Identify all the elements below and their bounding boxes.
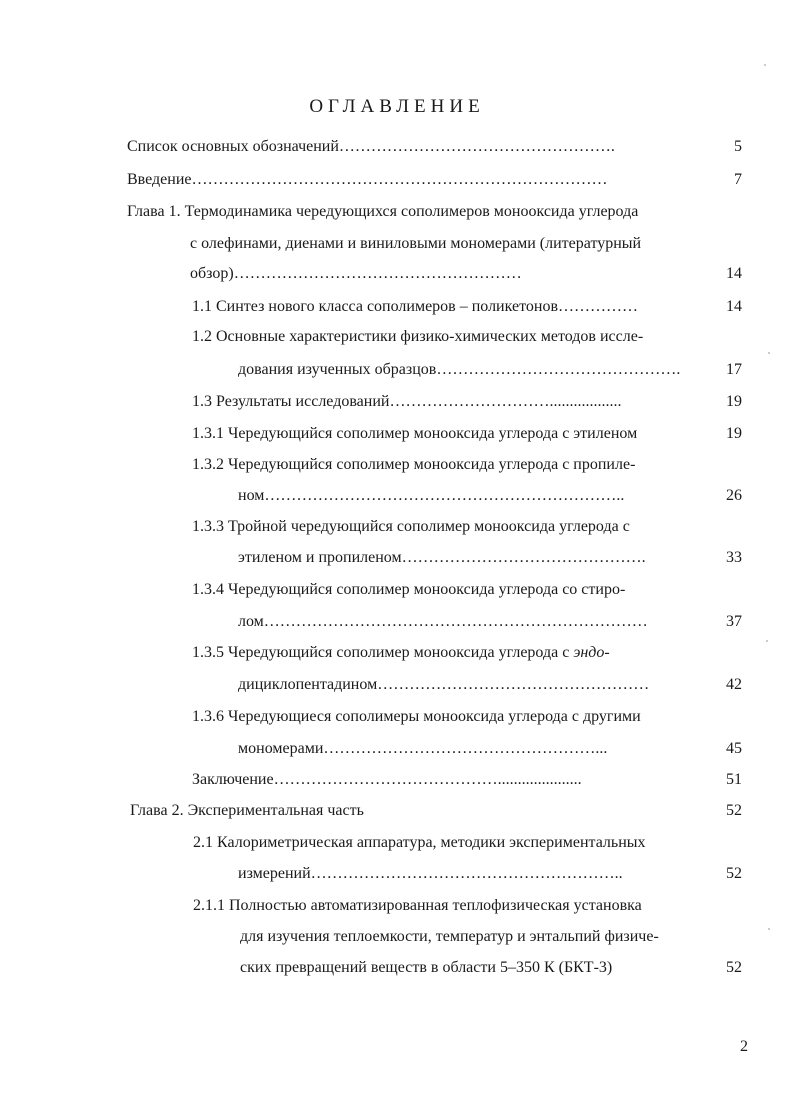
toc-entry-conclusion[interactable]: Заключение…………………………………….....................	[192, 771, 582, 788]
page-number: 2	[740, 1038, 748, 1055]
toc-entry-1-3-2-cont: ном…………………………………………………………..	[238, 487, 625, 504]
toc-page-number: 19	[726, 425, 742, 442]
toc-entry-1-3-5-text: 1.3.5 Чередующийся сополимер монооксида углерода с	[192, 644, 574, 661]
toc-page-number: 37	[726, 613, 742, 630]
scan-speck	[768, 352, 770, 354]
page-title: ОГЛАВЛЕНИЕ	[309, 96, 485, 117]
toc-entry-2-1-cont: измерений…………………………………………………..	[238, 865, 623, 882]
toc-page-number: 14	[726, 298, 742, 315]
toc-entry-1-1[interactable]: 1.1 Синтез нового класса сополимеров – поликетонов……………	[192, 298, 638, 315]
toc-page-number: 42	[726, 676, 742, 693]
toc-page-number: 52	[726, 802, 742, 819]
toc-entry-abbreviations[interactable]: Список основных обозначений…………………………………………….	[127, 138, 615, 155]
scan-speck	[766, 640, 768, 642]
toc-page-number: 14	[726, 265, 742, 282]
toc-page-number: 19	[726, 393, 742, 410]
toc-page-number: 33	[726, 549, 742, 566]
toc-entry-1-3-6[interactable]: 1.3.6 Чередующиеся сополимеры монооксида углерода с другими	[192, 708, 641, 725]
toc-entry-chapter-1-cont: с олефинами, диенами и виниловыми мономерами (литературный	[190, 235, 642, 252]
toc-entry-2-1[interactable]: 2.1 Калориметрическая аппаратура, методики экспериментальных	[193, 834, 646, 851]
toc-entry-chapter-1[interactable]: Глава 1. Термодинамика чередующихся сополимеров монооксида углерода	[127, 203, 639, 220]
toc-page-number: 51	[726, 771, 742, 788]
toc-entry-1-3-4[interactable]: 1.3.4 Чередующийся сополимер монооксида углерода со стиро-	[192, 581, 626, 598]
toc-entry-2-1-1-cont: ских превращений веществ в области 5–350 К (БКТ-3)	[240, 959, 613, 976]
toc-entry-1-3-2[interactable]: 1.3.2 Чередующийся сополимер монооксида углерода с пропиле-	[192, 456, 636, 473]
toc-entry-chapter-1-cont: обзор)………………………………………………	[190, 265, 522, 282]
toc-entry-2-1-1-cont: для изучения теплоемкости, температур и энтальпий физиче-	[240, 928, 659, 945]
toc-entry-1-3-5-italic: эндо-	[573, 644, 610, 661]
toc-page-number: 52	[726, 865, 742, 882]
toc-entry-2-1-1[interactable]: 2.1.1 Полностью автоматизированная теплофизическая установка	[193, 897, 642, 914]
scan-speck	[764, 64, 766, 66]
toc-entry-1-2[interactable]: 1.2 Основные характеристики физико-химических методов иссле-	[192, 328, 644, 345]
toc-entry-1-2-cont: дования изученных образцов……………………………………….	[238, 361, 681, 378]
toc-page-number: 45	[726, 740, 742, 757]
scan-speck	[768, 928, 770, 930]
toc-entry-1-3-3[interactable]: 1.3.3 Тройной чередующийся сополимер монооксида углерода с	[192, 518, 630, 535]
toc-entry-introduction[interactable]: Введение……………………………………………………………………	[127, 171, 608, 188]
toc-entry-1-3-4-cont: лом………………………………………………………………	[238, 613, 648, 630]
toc-page-number: 7	[734, 171, 742, 188]
toc-page-number: 52	[726, 959, 742, 976]
toc-entry-chapter-2[interactable]: Глава 2. Экспериментальная часть	[130, 802, 364, 819]
toc-page-number: 5	[734, 138, 742, 155]
toc-page-number: 26	[726, 487, 742, 504]
toc-entry-1-3[interactable]: 1.3 Результаты исследований…………………………..................	[192, 393, 622, 410]
toc-entry-1-3-5-cont: дициклопентадином……………………………………………	[238, 676, 650, 693]
toc-entry-1-3-1[interactable]: 1.3.1 Чередующийся сополимер монооксида углерода с этиленом	[192, 425, 638, 442]
toc-entry-1-3-6-cont: мономерами……………………………………………...	[238, 740, 608, 757]
toc-entry-1-3-3-cont: этиленом и пропиленом……………………………………….	[238, 549, 646, 566]
toc-page-number: 17	[726, 361, 742, 378]
toc-entry-1-3-5[interactable]	[192, 643, 712, 663]
